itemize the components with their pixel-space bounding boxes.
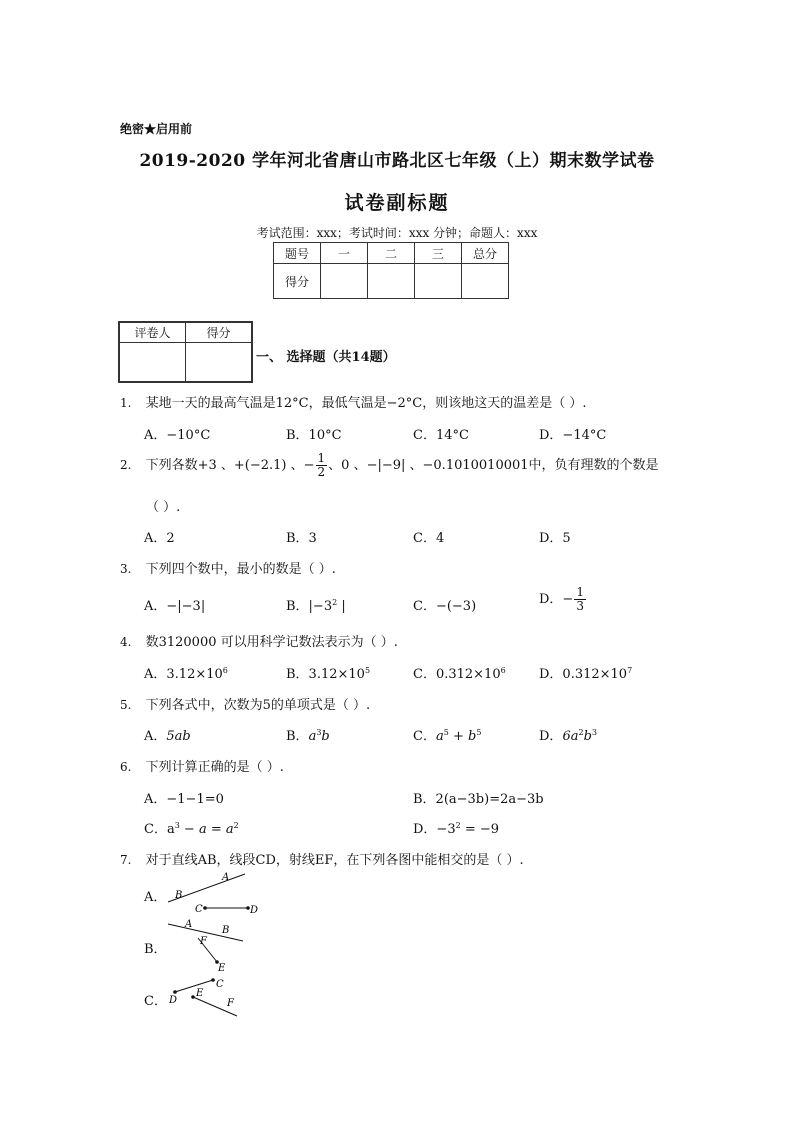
svg-text:C: C bbox=[195, 904, 203, 915]
svg-text:E: E bbox=[218, 963, 226, 974]
question-text: 数3120000 可以用科学记数法表示为（ ）. bbox=[145, 635, 398, 650]
question-number: 1. bbox=[120, 396, 132, 410]
option-c[interactable]: C．14°C bbox=[413, 428, 469, 443]
svg-text:A: A bbox=[222, 872, 230, 883]
option-label: D．−3 bbox=[413, 822, 456, 837]
option-d[interactable]: D．−14°C bbox=[539, 428, 607, 443]
option-b[interactable] bbox=[286, 663, 370, 682]
option-b[interactable]: B．2(a−3b)=2a−3b bbox=[413, 792, 544, 807]
option-label: A． bbox=[144, 729, 167, 744]
question-number: 6. bbox=[120, 760, 132, 774]
score-header: 题号 bbox=[274, 243, 321, 264]
option-a[interactable]: A．−|−3| bbox=[144, 599, 206, 614]
question-1 bbox=[120, 392, 587, 411]
option-c[interactable]: C．4 bbox=[413, 531, 445, 546]
score-header: 一 bbox=[321, 243, 368, 264]
exponent: 6 bbox=[500, 666, 506, 675]
question-2 bbox=[120, 452, 659, 479]
figure-b bbox=[165, 918, 255, 976]
score-row-label: 得分 bbox=[274, 264, 321, 299]
question-6 bbox=[120, 756, 284, 775]
option-text: D．0.312×10 bbox=[539, 667, 628, 682]
option-a[interactable]: A．2 bbox=[144, 531, 175, 546]
question-3 bbox=[120, 558, 336, 577]
math-value: −2°C bbox=[386, 396, 423, 411]
option-a[interactable]: A． bbox=[144, 890, 167, 905]
page-subtitle: 试卷副标题 bbox=[344, 192, 450, 214]
question-number: 5. bbox=[120, 698, 132, 712]
math-expression: 6a bbox=[562, 729, 579, 744]
grader-table bbox=[118, 321, 253, 383]
fraction-denominator: 3 bbox=[576, 599, 584, 613]
math-expression: a bbox=[308, 729, 317, 744]
question-5 bbox=[120, 694, 370, 713]
question-text: ，最低气温是 bbox=[308, 396, 387, 411]
option-label: B． bbox=[286, 729, 309, 744]
option-text: | bbox=[337, 599, 346, 614]
score-table bbox=[273, 242, 509, 299]
grader-cell[interactable] bbox=[119, 343, 186, 383]
svg-text:D: D bbox=[169, 995, 178, 1006]
option-d[interactable] bbox=[539, 586, 587, 613]
exponent: 5 bbox=[364, 666, 371, 675]
question-text: 对于直线AB，线段CD，射线EF，在下列各图中能相交的是（ ）. bbox=[145, 853, 524, 868]
grader-header: 得分 bbox=[186, 322, 253, 343]
fraction-denominator: 2 bbox=[317, 465, 326, 479]
option-b[interactable]: B．$a^3b$ bbox=[286, 728, 330, 744]
question-number: 4. bbox=[120, 635, 132, 649]
math-expression: a bbox=[435, 729, 444, 744]
option-a[interactable] bbox=[144, 663, 228, 682]
svg-text:A: A bbox=[185, 919, 193, 930]
option-label: C． bbox=[413, 729, 436, 744]
svg-text:B: B bbox=[222, 925, 230, 936]
exponent: 6 bbox=[222, 666, 228, 675]
math-expression: 5ab bbox=[166, 729, 191, 744]
option-label: D． bbox=[539, 729, 563, 744]
svg-text:D: D bbox=[250, 905, 259, 916]
secret-label: 绝密★启用前 bbox=[120, 122, 193, 136]
question-number: 3. bbox=[120, 562, 132, 576]
section-title: 一、 选择题（共14题） bbox=[256, 350, 396, 365]
question-number: 7. bbox=[120, 853, 132, 867]
svg-text:C: C bbox=[216, 979, 224, 990]
score-cell[interactable] bbox=[415, 264, 462, 299]
score-cell[interactable] bbox=[321, 264, 368, 299]
option-d[interactable]: D．5 bbox=[539, 531, 571, 546]
svg-text:F: F bbox=[200, 936, 207, 947]
score-header: 总分 bbox=[462, 243, 509, 264]
question-7 bbox=[120, 849, 524, 868]
option-c[interactable]: C．−(−3) bbox=[413, 599, 477, 614]
svg-text:E: E bbox=[196, 988, 204, 999]
svg-text:B: B bbox=[175, 890, 183, 901]
option-text: A．3.12×10 bbox=[144, 667, 223, 682]
fraction-numerator: 1 bbox=[576, 585, 584, 599]
grader-cell[interactable] bbox=[186, 343, 253, 383]
figure-a bbox=[165, 872, 265, 917]
option-c[interactable]: C． bbox=[144, 994, 167, 1009]
svg-text:F: F bbox=[227, 998, 234, 1009]
score-header: 三 bbox=[415, 243, 462, 264]
exam-info: 考试范围：xxx；考试时间：xxx 分钟；命题人：xxx bbox=[256, 226, 538, 240]
question-text: 下列计算正确的是（ ）. bbox=[145, 760, 284, 775]
score-header: 二 bbox=[368, 243, 415, 264]
grader-header: 评卷人 bbox=[119, 322, 186, 343]
option-text: D．− bbox=[539, 592, 574, 607]
option-text: B．|−3 bbox=[286, 599, 333, 614]
option-a[interactable]: A．−10°C bbox=[144, 428, 211, 443]
option-d[interactable]: D．$-3^2 = -9$ bbox=[413, 821, 500, 837]
option-b[interactable] bbox=[286, 595, 346, 614]
question-text: ，则该地这天的温差是（ ）. bbox=[422, 396, 587, 411]
question-text: 下列四个数中，最小的数是（ ）. bbox=[145, 562, 336, 577]
question-text: 、0 、−|−9| 、−0.1010010001中，负有理数的个数是 bbox=[328, 458, 659, 473]
option-label: C．a bbox=[144, 822, 175, 837]
exponent: 2 bbox=[332, 598, 338, 607]
score-cell[interactable] bbox=[462, 264, 509, 299]
exponent: 7 bbox=[627, 666, 633, 675]
fraction bbox=[574, 586, 586, 613]
option-c[interactable]: C．$a^5 + b^5$ bbox=[413, 728, 482, 744]
question-text: 下列各数+3 、+(−2.1) 、− bbox=[145, 458, 315, 473]
question-text: 某地一天的最高气温是 bbox=[145, 396, 276, 411]
question-number: 2. bbox=[120, 458, 132, 472]
math-value: 12°C bbox=[275, 396, 309, 411]
option-d[interactable] bbox=[539, 663, 632, 682]
option-a[interactable]: A．−1−1=0 bbox=[144, 792, 224, 807]
question-4 bbox=[120, 631, 398, 650]
option-b[interactable]: B．3 bbox=[286, 531, 317, 546]
option-c[interactable] bbox=[413, 663, 506, 682]
option-b[interactable]: B． bbox=[144, 942, 167, 957]
page-title: 2019-2020 学年河北省唐山市路北区七年级（上）期末数学试卷 bbox=[139, 151, 655, 171]
option-text: B．3.12×10 bbox=[286, 667, 365, 682]
question-text: 下列各式中，次数为5的单项式是（ ）. bbox=[145, 698, 371, 713]
fraction-numerator: 1 bbox=[317, 451, 326, 465]
option-d[interactable]: D．$6a^2b^3$ bbox=[539, 728, 597, 744]
score-cell[interactable] bbox=[368, 264, 415, 299]
figure-c bbox=[165, 976, 255, 1024]
option-text: C．0.312×10 bbox=[413, 667, 501, 682]
question-text: （ ）. bbox=[146, 500, 181, 515]
option-a[interactable] bbox=[144, 725, 191, 744]
option-b[interactable]: B．10°C bbox=[286, 428, 342, 443]
fraction bbox=[316, 452, 328, 479]
option-c[interactable]: C．$a^3 - a = a^2$ bbox=[144, 821, 239, 837]
